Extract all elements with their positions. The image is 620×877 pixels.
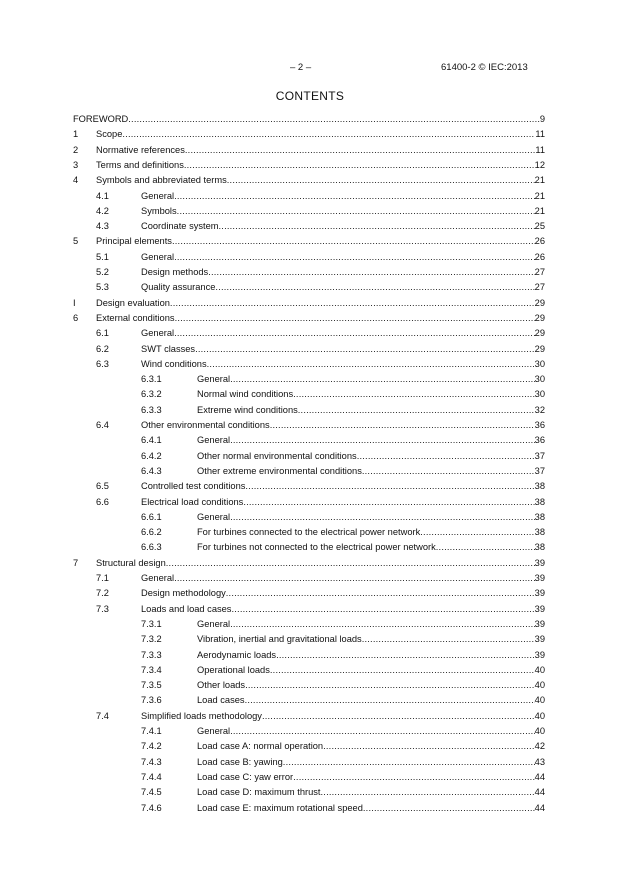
toc-leader-dots [230, 724, 535, 739]
toc-entry[interactable] [96, 219, 545, 234]
toc-entry-page: 26 [534, 251, 545, 262]
toc-leader-dots [172, 234, 535, 249]
toc-entry-number: 5.2 [96, 267, 109, 277]
toc-entry-number: 7.3.2 [141, 634, 162, 645]
toc-entry[interactable] [141, 525, 545, 540]
toc-entry-number: 7.4.3 [141, 756, 162, 767]
toc-entry[interactable] [96, 189, 545, 204]
toc-entry[interactable] [141, 739, 545, 754]
toc-entry-title: Design evaluation [96, 296, 170, 311]
toc-entry-title: Aerodynamic loads [197, 648, 276, 663]
toc-entry-number: 7.3.1 [141, 618, 162, 629]
toc-leader-dots [362, 464, 535, 479]
toc-entry-title: General [141, 250, 174, 265]
header-page-number: – 2 – [290, 62, 312, 73]
toc-leader-dots [245, 693, 535, 708]
toc-entry-title: Load case D: maximum thrust [197, 785, 321, 800]
toc-entry-page: 40 [534, 680, 545, 691]
toc-entry[interactable] [96, 602, 545, 617]
page-title: CONTENTS [275, 89, 345, 103]
toc-entry-number: 7.4.5 [141, 787, 162, 798]
toc-entry-title: SWT classes [141, 342, 195, 357]
toc-entry[interactable] [96, 479, 545, 494]
toc-entry-page: 21 [534, 190, 545, 201]
toc-leader-dots [219, 219, 535, 234]
toc-entry-page: 29 [534, 328, 545, 339]
toc-entry-title: General [141, 571, 174, 586]
toc-entry-number: 7.4.6 [141, 802, 162, 813]
toc-leader-dots [230, 617, 535, 632]
toc-entry[interactable] [96, 709, 545, 724]
toc-entry-title: Extreme wind conditions [197, 403, 298, 418]
toc-entry-title: Load case B: yawing [197, 755, 283, 770]
toc-entry[interactable] [96, 250, 545, 265]
toc-entry[interactable] [141, 693, 545, 708]
toc-entry-page: 38 [534, 481, 545, 492]
toc-entry-page: 30 [534, 389, 545, 400]
toc-entry[interactable] [73, 556, 545, 571]
toc-entry-title: Design methods [141, 265, 208, 280]
toc-entry-page: 29 [534, 312, 545, 323]
toc-leader-dots [185, 143, 535, 158]
toc-entry-page: 39 [534, 557, 545, 568]
toc-entry-number: 5.1 [96, 251, 109, 262]
toc-entry-page: 38 [534, 542, 545, 553]
toc-leader-dots [362, 632, 535, 647]
toc-entry-title: Coordinate system [141, 219, 219, 234]
toc-entry-number: 6.6.3 [141, 542, 162, 553]
toc-entry-page: 36 [534, 420, 545, 430]
toc-entry[interactable] [141, 663, 545, 678]
toc-entry-number: 7.2 [96, 588, 109, 599]
toc-entry[interactable] [141, 724, 545, 739]
toc-leader-dots [227, 173, 535, 188]
toc-entry[interactable] [73, 234, 545, 249]
toc-entry-page: 30 [534, 374, 545, 385]
toc-leader-dots [207, 357, 535, 372]
toc-entry-title: Normative references [96, 143, 185, 158]
toc-entry-number: 7.3.6 [141, 695, 162, 706]
toc-entry-number: 6.4.3 [141, 465, 162, 476]
toc-entry[interactable] [73, 173, 545, 188]
toc-leader-dots [122, 127, 535, 142]
toc-entry-page: 29 [534, 297, 545, 308]
toc-leader-dots [276, 648, 535, 663]
toc-entry[interactable] [73, 143, 545, 158]
toc-leader-dots [436, 540, 535, 555]
toc-entry-page: 29 [534, 343, 545, 354]
toc-entry-number: 6.3.1 [141, 374, 162, 385]
toc-entry-title: General [197, 724, 230, 739]
toc-entry-page: 11 [535, 144, 545, 155]
toc-entry-title: Terms and definitions [96, 158, 184, 173]
toc-entry-page: 43 [534, 756, 545, 767]
toc-entry[interactable] [141, 632, 545, 647]
toc-entry[interactable] [96, 495, 545, 510]
toc-entry-title: For turbines not connected to the electrical power network [197, 540, 436, 555]
toc-entry-page: 26 [534, 236, 545, 247]
toc-leader-dots [230, 433, 535, 448]
toc-entry-number: 7.3.4 [141, 664, 162, 675]
toc-leader-dots [208, 265, 534, 280]
toc-entry-title: Quality assurance [141, 280, 215, 295]
toc-entry-page: 39 [534, 649, 545, 660]
toc-entry-title: Other extreme environmental conditions [197, 464, 362, 479]
toc-entry-number: 7.4.2 [141, 741, 162, 752]
toc-leader-dots [231, 602, 534, 617]
toc-entry-number: 6.3.3 [141, 404, 162, 415]
toc-entry-title: Structural design [96, 556, 166, 571]
toc-entry-number: 4 [73, 175, 79, 186]
toc-entry[interactable] [141, 372, 545, 387]
toc-entry[interactable] [141, 403, 545, 418]
toc-entry-title: Load cases [197, 693, 245, 708]
toc-entry-number: 6.1 [96, 328, 109, 339]
toc-entry-number: 6.2 [96, 343, 109, 354]
toc-entry-page: 21 [534, 175, 545, 186]
toc-entry[interactable] [96, 265, 545, 280]
toc-entry[interactable] [141, 648, 545, 663]
toc-entry-page: 37 [534, 465, 545, 476]
toc-entry-title: General [141, 189, 174, 204]
toc-leader-dots [195, 342, 535, 357]
toc-entry[interactable] [96, 342, 545, 357]
toc-entry-title: Operational loads [197, 663, 270, 678]
toc-entry-number: 6.4.2 [141, 450, 162, 461]
toc-entry-number: 3 [73, 159, 79, 170]
toc-entry[interactable] [141, 449, 545, 464]
toc-entry-page: 44 [534, 787, 545, 798]
toc-entry-page: 27 [534, 282, 545, 293]
toc-entry-page: 44 [534, 771, 545, 782]
toc-entry[interactable] [141, 540, 545, 555]
toc-leader-dots [363, 801, 535, 816]
toc-leader-dots [262, 709, 535, 724]
toc-entry-page: 39 [534, 634, 545, 645]
toc-entry-number: 2 [73, 144, 79, 155]
toc-entry[interactable] [96, 586, 545, 601]
toc-entry-page: 21 [534, 205, 545, 216]
toc-entry-title: Scope [96, 127, 122, 142]
toc-entry[interactable] [141, 755, 545, 770]
toc-leader-dots [245, 479, 534, 494]
toc-entry-title: Load case C: yaw error [197, 770, 293, 785]
toc-entry-title: Load case A: normal operation [197, 739, 323, 754]
toc-entry[interactable] [141, 617, 545, 632]
toc-leader-dots [357, 449, 535, 464]
toc-leader-dots [215, 280, 534, 295]
toc-leader-dots [184, 158, 535, 173]
toc-entry[interactable] [73, 158, 545, 173]
toc-entry-number: 5.3 [96, 282, 109, 293]
toc-entry-title: Other loads [197, 678, 245, 693]
toc-entry[interactable] [141, 510, 545, 525]
toc-entry-title: Symbols [141, 204, 177, 219]
toc-entry-number: 4.3 [96, 221, 109, 232]
toc-leader-dots [174, 326, 535, 341]
toc-entry-title: Other environmental conditions [141, 418, 270, 433]
toc-entry-page: 38 [534, 511, 545, 522]
toc-entry-number: 6 [73, 312, 79, 323]
toc-entry-title: Loads and load cases [141, 602, 231, 617]
toc-entry-page: 40 [534, 710, 545, 721]
toc-entry-title: Simplified loads methodology [141, 709, 262, 724]
toc-entry-title: Vibration, inertial and gravitational loads [197, 632, 362, 647]
toc-leader-dots [177, 204, 535, 219]
toc-entry[interactable] [73, 311, 545, 326]
toc-entry-title: General [197, 617, 230, 632]
toc-entry[interactable] [141, 785, 545, 800]
toc-entry-page: 38 [534, 496, 545, 507]
toc-entry-number: 6.3.2 [141, 389, 162, 400]
toc-entry-title: Load case E: maximum rotational speed [197, 801, 363, 816]
toc-entry-page: 44 [534, 802, 545, 813]
toc-leader-dots [174, 189, 535, 204]
toc-leader-dots [243, 495, 534, 510]
toc-entry-number: 7.4 [96, 710, 109, 721]
toc-entry-title: Principal elements [96, 234, 172, 249]
toc-leader-dots [293, 387, 535, 402]
toc-entry-page: 39 [534, 588, 545, 599]
toc-entry[interactable] [96, 280, 545, 295]
toc-entry-page: 25 [534, 221, 545, 232]
toc-entry-page: 32 [534, 404, 545, 415]
toc-entry-number: 7 [73, 557, 79, 568]
toc-leader-dots [230, 510, 535, 525]
toc-leader-dots [270, 663, 535, 678]
toc-entry[interactable] [73, 127, 545, 142]
toc-entry-page: 39 [534, 573, 545, 583]
toc-leader-dots [174, 250, 535, 265]
toc-entry-title: Symbols and abbreviated terms [96, 173, 227, 188]
toc-entry[interactable] [73, 112, 545, 127]
toc-entry-page: 36 [534, 435, 545, 446]
toc-entry[interactable] [141, 801, 545, 816]
toc-entry-title: General [197, 372, 230, 387]
toc-entry-number: 7.3 [96, 603, 109, 614]
toc-leader-dots [298, 403, 535, 418]
toc-entry-page: 39 [534, 618, 545, 629]
toc-entry-number: 7.4.1 [141, 726, 162, 736]
toc-entry-page: 9 [539, 114, 545, 124]
toc-entry-page: 30 [534, 358, 545, 369]
toc-leader-dots [420, 525, 534, 540]
toc-entry-page: 37 [534, 450, 545, 461]
toc-entry-number: 7.4.4 [141, 771, 162, 782]
toc-entry[interactable] [141, 387, 545, 402]
toc-leader-dots [323, 739, 535, 754]
toc-entry-title: Design methodology [141, 586, 226, 601]
toc-entry-page: 40 [534, 726, 545, 736]
toc-entry-title: General [197, 433, 230, 448]
toc-entry[interactable] [96, 571, 545, 586]
toc-entry[interactable] [141, 464, 545, 479]
toc-entry-title: For turbines connected to the electrical power network [197, 525, 420, 540]
toc-entry-page: 40 [534, 664, 545, 675]
toc-entry-number: 4.1 [96, 190, 109, 201]
toc-entry-page: 39 [534, 603, 545, 614]
toc-entry[interactable] [141, 770, 545, 785]
toc-entry-number: 6.5 [96, 481, 109, 492]
toc-entry[interactable] [141, 433, 545, 448]
toc-entry-title: General [141, 326, 174, 341]
toc-entry-title: Wind conditions [141, 357, 207, 372]
toc-entry-number: 6.6.2 [141, 527, 162, 538]
toc-entry-page: 38 [534, 527, 545, 538]
toc-leader-dots [175, 311, 535, 326]
toc-entry-number: 1 [73, 129, 79, 140]
toc-entry-number: 6.3 [96, 358, 109, 369]
toc-entry-title: FOREWORD [73, 112, 128, 127]
toc-entry-page: 42 [534, 741, 545, 752]
toc-entry-number: 4.2 [96, 205, 109, 216]
toc-entry-number: 7.3.5 [141, 680, 162, 691]
toc-leader-dots [166, 556, 535, 571]
toc-entry-number: 7.3.3 [141, 649, 162, 660]
toc-entry-number: 6.6 [96, 496, 109, 507]
header-standard-id: 61400-2 © IEC:2013 [441, 62, 528, 73]
toc-leader-dots [321, 785, 535, 800]
toc-leader-dots [226, 586, 535, 601]
toc-entry[interactable] [96, 357, 545, 372]
toc-entry-page: 12 [534, 159, 545, 170]
toc-entry[interactable] [96, 326, 545, 341]
toc-entry[interactable] [96, 204, 545, 219]
toc-leader-dots [174, 571, 535, 586]
toc-entry[interactable] [141, 678, 545, 693]
toc-leader-dots [293, 770, 535, 785]
toc-entry-number: I [73, 297, 76, 308]
toc-entry-number: 6.4 [96, 420, 109, 430]
toc-entry-title: External conditions [96, 311, 175, 326]
toc-entry-title: Controlled test conditions [141, 479, 245, 494]
toc-entry[interactable] [96, 418, 545, 433]
toc-entry-number: 5 [73, 236, 79, 247]
toc-entry[interactable] [73, 296, 545, 311]
toc-entry-title: Electrical load conditions [141, 495, 243, 510]
toc-entry-number: 6.4.1 [141, 435, 162, 446]
toc-leader-dots [245, 678, 535, 693]
toc-entry-number: 7.1 [96, 573, 109, 583]
toc-leader-dots [170, 296, 535, 311]
toc-entry-page: 40 [534, 695, 545, 706]
toc-entry-title: General [197, 510, 230, 525]
toc-leader-dots [270, 418, 535, 433]
toc-entry-title: Normal wind conditions [197, 387, 293, 402]
toc-entry-page: 27 [534, 267, 545, 277]
toc-leader-dots [283, 755, 535, 770]
toc-entry-page: 11 [535, 129, 545, 140]
toc-entry-title: Other normal environmental conditions [197, 449, 357, 464]
toc-entry-number: 6.6.1 [141, 511, 162, 522]
toc-leader-dots [230, 372, 535, 387]
toc-leader-dots [128, 112, 540, 127]
